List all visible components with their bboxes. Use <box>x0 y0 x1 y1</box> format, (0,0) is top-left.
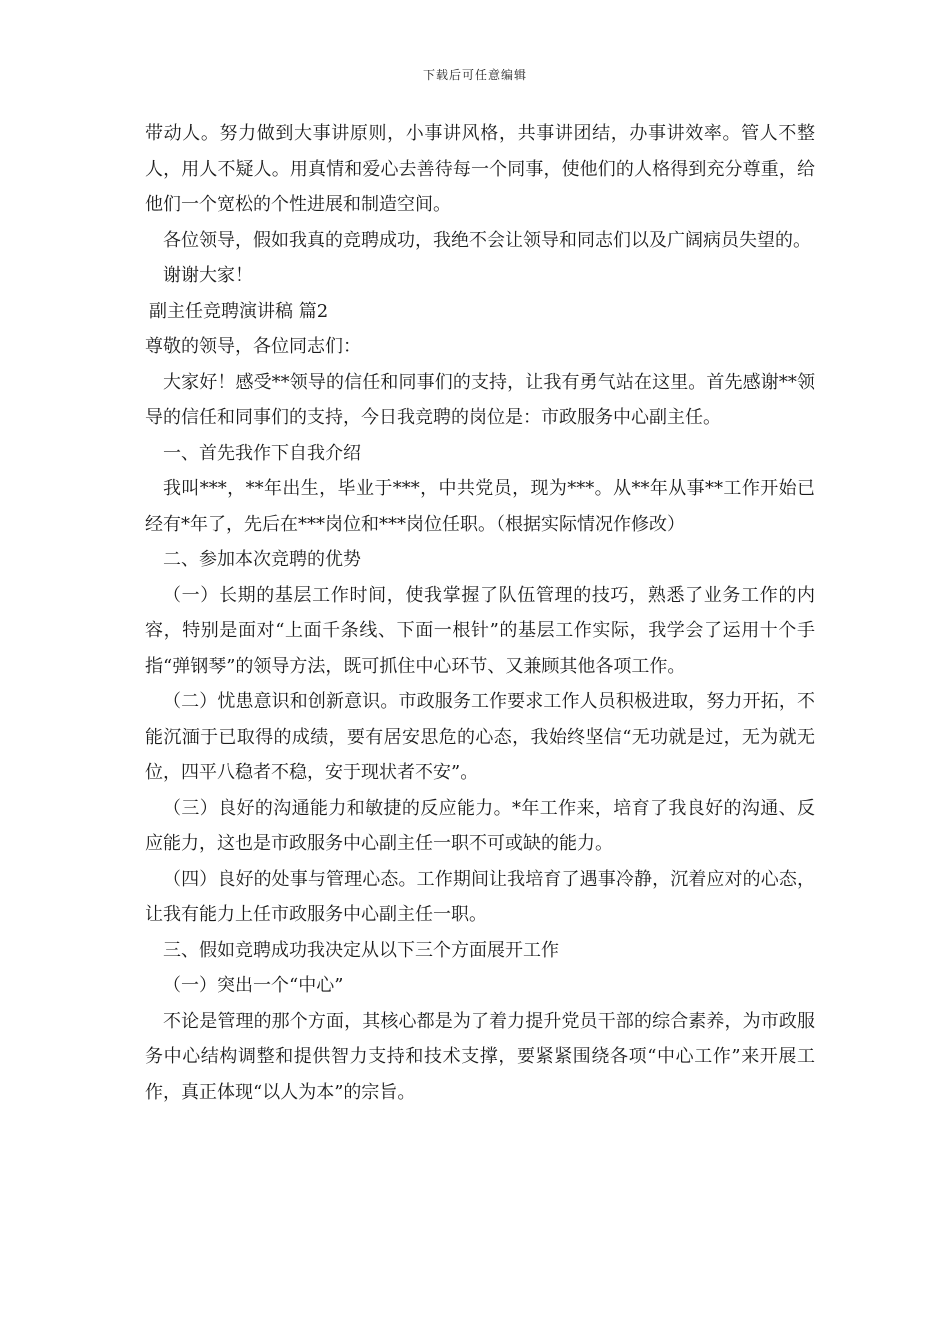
section-title: 副主任竞聘演讲稿 篇2 <box>149 300 329 322</box>
document-body <box>145 116 815 1110</box>
salutation: 尊敬的领导，各位同志们： <box>145 336 361 357</box>
paragraph: 我叫***，**年出生，毕业于***，中共党员，现为***。从**年从事**工作开始已经有*年了，先后在***岗位和***岗位任职。（根据实际情况作修改） <box>145 478 815 535</box>
page-header: 下载后可任意编辑 <box>422 68 527 82</box>
heading: 二、参加本次竞聘的优势 <box>163 549 361 570</box>
paragraph: （一）长期的基层工作时间，使我掌握了队伍管理的技巧，熟悉了业务工作的内容，特别是面对“上面千条线、下面一根针”的基层工作实际，我学会了运用十个手指“弹钢琴”的领导方法，既可抓住中心环节、又兼顾其他各项工作。 <box>145 584 815 677</box>
paragraph: 不论是管理的那个方面，其核心都是为了着力提升党员干部的综合素养，为市政服务中心结构调整和提供智力支持和技术支撑，要紧紧围绕各项“中心工作”来开展工作，真正体现“以人为本”的宗旨。 <box>145 1010 815 1103</box>
paragraph: （三）良好的沟通能力和敏捷的反应能力。*年工作来，培育了我良好的沟通、反应能力，这也是市政服务中心副主任一职不可或缺的能力。 <box>145 797 815 854</box>
subheading: （一）突出一个“中心” <box>163 975 344 996</box>
paragraph: 大家好！感受**领导的信任和同事们的支持，让我有勇气站在这里。首先感谢**领导的信任和同事们的支持，今日我竞聘的岗位是：市政服务中心副主任。 <box>145 371 815 428</box>
paragraph: 各位领导，假如我真的竞聘成功，我绝不会让领导和同志们以及广阔病员失望的。 <box>163 229 811 251</box>
paragraph: （四）良好的处事与管理心态。工作期间让我培育了遇事冷静，沉着应对的心态，让我有能力上任市政服务中心副主任一职。 <box>145 868 815 925</box>
heading: 一、首先我作下自我介绍 <box>163 442 361 464</box>
paragraph: 带动人。努力做到大事讲原则，小事讲风格，共事讲团结，办事讲效率。管人不整人，用人不疑人。用真情和爱心去善待每一个同事，使他们的人格得到充分尊重，给他们一个宽松的个性进展和制造空间。 <box>145 123 815 215</box>
paragraph: （二）忧患意识和创新意识。市政服务工作要求工作人员积极进取，努力开拓，不能沉湎于已取得的成绩，要有居安思危的心态，我始终坚信“无功就是过，无为就无位，四平八稳者不稳，安于现状者不安”。 <box>145 691 815 783</box>
heading: 三、假如竞聘成功我决定从以下三个方面展开工作 <box>163 939 559 961</box>
paragraph: 谢谢大家！ <box>163 265 253 286</box>
